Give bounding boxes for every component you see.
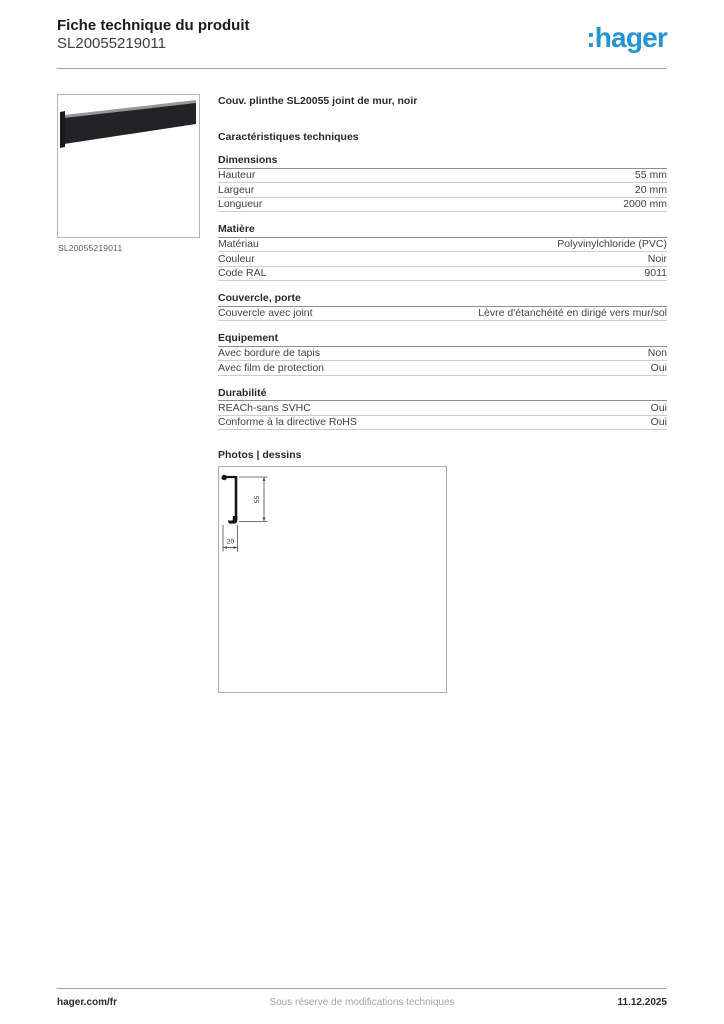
spec-row (218, 347, 667, 362)
spec-row (218, 361, 667, 376)
spec-value: 9011 (644, 267, 667, 279)
spec-value: 55 mm (634, 169, 667, 181)
product-photo-caption: SL20055219011 (58, 243, 123, 253)
footer-divider (57, 988, 667, 989)
spec-label: Longueur (218, 198, 263, 210)
spec-row (218, 416, 667, 431)
page-footer (57, 997, 667, 1011)
spec-label: Avec bordure de tapis (218, 347, 320, 359)
spec-row (218, 238, 667, 253)
spec-row (218, 401, 667, 416)
spec-label: Couvercle avec joint (218, 307, 313, 319)
product-reference: SL20055219011 (57, 35, 166, 52)
spec-row (218, 307, 667, 322)
drawing-height-label: 55 (254, 495, 261, 504)
spec-value: Oui (650, 401, 667, 414)
spec-value: 20 mm (634, 183, 667, 196)
drawing-width-label: 20 (226, 538, 235, 546)
spec-value: Non (647, 347, 667, 359)
header-divider (57, 68, 667, 69)
spec-section (218, 333, 667, 376)
spec-row (218, 252, 667, 267)
spec-section-title: Durabilité (218, 388, 667, 402)
spec-label: REACh-sans SVHC (218, 401, 311, 414)
profile-bottom-hook (228, 516, 237, 524)
spec-section-title: Dimensions (218, 155, 667, 169)
spec-label: Couleur (218, 252, 255, 265)
footer-disclaimer: Sous réserve de modifications techniques (269, 997, 455, 1008)
spec-value: Polyvinylchloride (PVC) (557, 238, 667, 250)
spec-section-title: Equipement (218, 333, 667, 347)
photos-heading: Photos | dessins (218, 449, 302, 461)
profile-drawing (219, 467, 446, 692)
spec-section-title: Couvercle, porte (218, 293, 667, 307)
spec-label: Conforme à la directive RoHS (218, 416, 357, 428)
spec-label: Code RAL (218, 267, 267, 279)
product-photo (58, 95, 197, 235)
spec-value: Noir (647, 252, 667, 265)
spec-row (218, 169, 667, 184)
characteristics-heading: Caractéristiques techniques (218, 131, 359, 143)
page-header (57, 17, 667, 53)
spec-label: Avec film de protection (218, 361, 325, 374)
hager-logo: :hager (586, 22, 667, 53)
spec-section (218, 224, 667, 281)
spec-section (218, 293, 667, 321)
page-title: Fiche technique du produit (57, 17, 250, 34)
spec-sections (218, 155, 667, 430)
spec-value: 2000 mm (623, 198, 667, 210)
spec-column (218, 90, 667, 693)
spec-value: Oui (650, 361, 667, 374)
spec-label: Hauteur (218, 169, 256, 181)
spec-section (218, 155, 667, 212)
spec-section (218, 388, 667, 431)
footer-date: 11.12.2025 (617, 997, 667, 1008)
spec-value: Oui (650, 416, 667, 428)
product-title: Couv. plinthe SL20055 joint de mur, noir (218, 95, 418, 107)
spec-row (218, 198, 667, 213)
technical-drawing-frame (218, 466, 447, 693)
spec-value: Lèvre d'étanchéité en dirigé vers mur/sol (478, 307, 667, 319)
spec-label: Largeur (218, 183, 255, 196)
spec-row (218, 183, 667, 198)
spec-label: Matériau (218, 238, 259, 250)
product-photo-frame (57, 94, 200, 238)
spec-section-title: Matière (218, 224, 667, 238)
footer-website-link[interactable]: hager.com/fr (57, 997, 118, 1008)
spec-row (218, 267, 667, 282)
